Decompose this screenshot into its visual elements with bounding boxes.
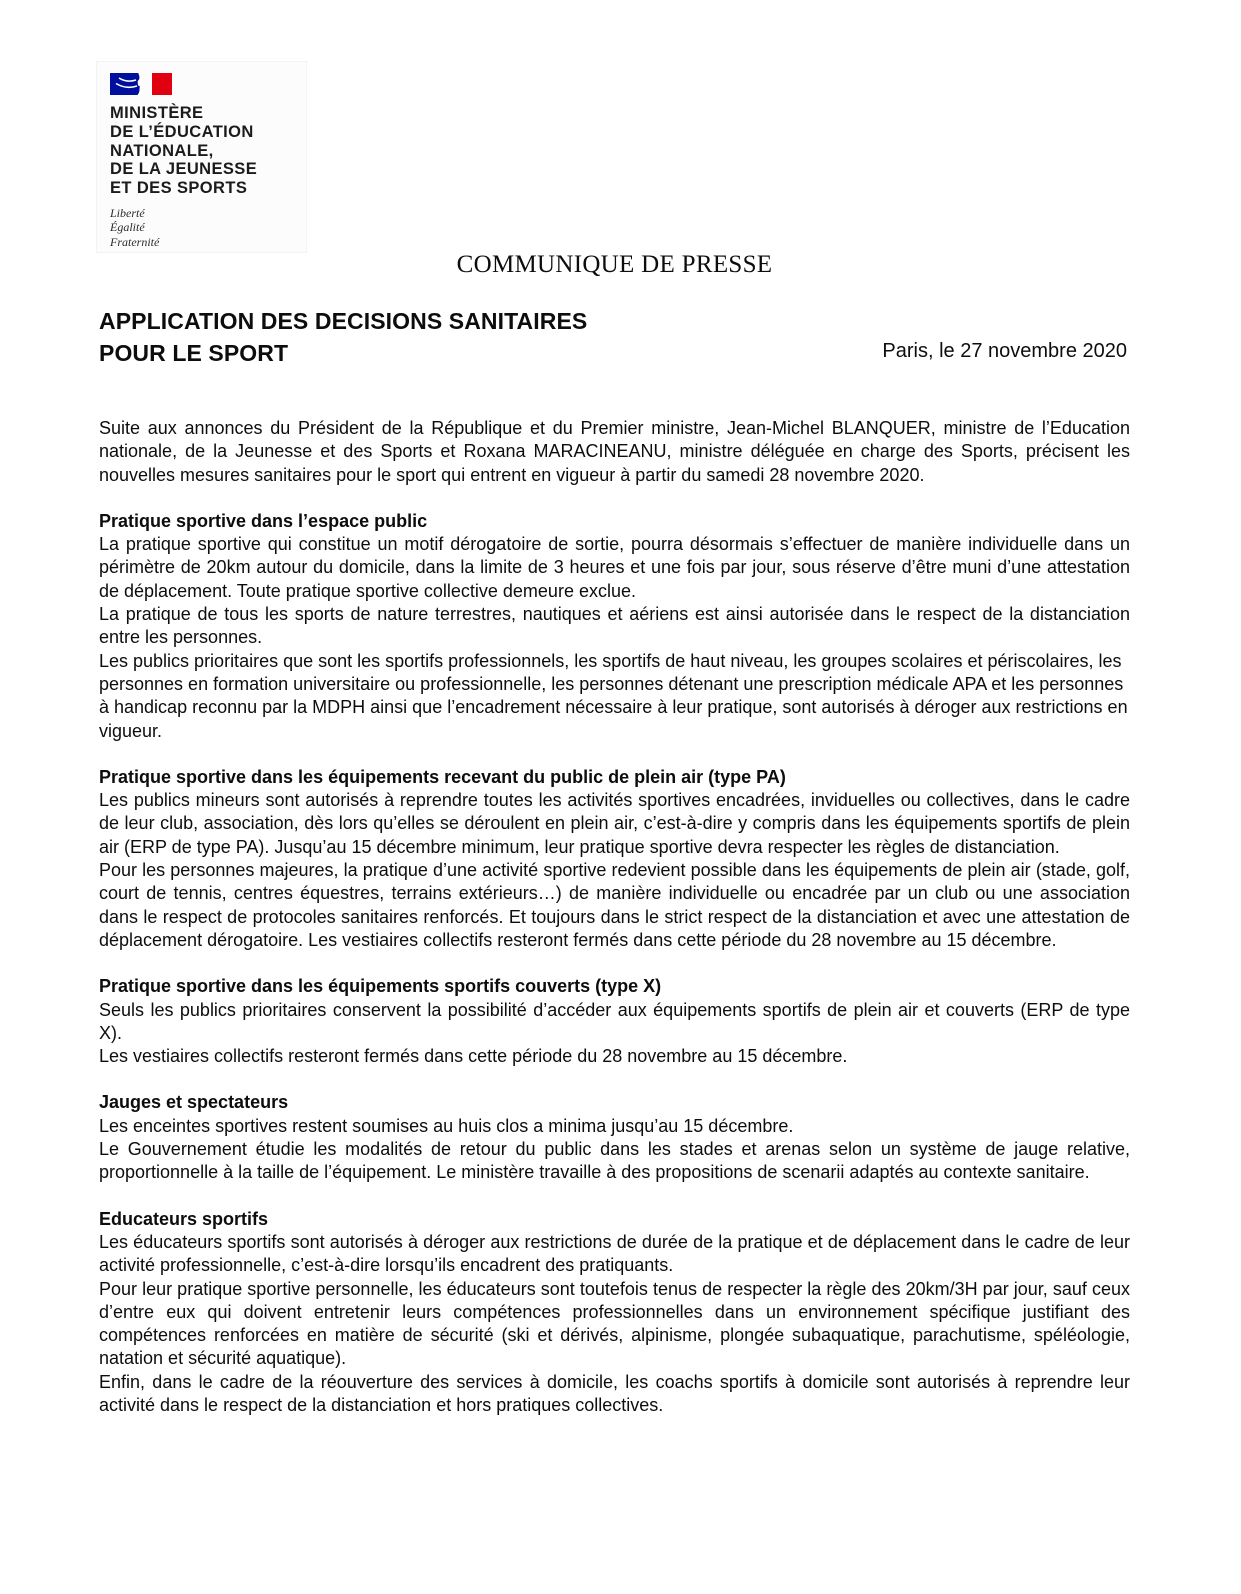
paragraph: Le Gouvernement étudie les modalités de retour du public dans les stades et arenas selon un système de jauge relative, proportionnelle à la taille de l’équipement. Le ministère travaille à des propositions de scenarii adaptés au contexte sanitaire.: [99, 1139, 1130, 1183]
ministry-name-line: NATIONALE,: [110, 141, 214, 160]
document-type-heading: COMMUNIQUE DE PRESSE: [456, 251, 773, 278]
title-line-1: APPLICATION DES DECISIONS SANITAIRES: [99, 308, 588, 334]
motto-line: Liberté: [110, 205, 145, 220]
ministry-name-line: DE L’ÉDUCATION: [110, 122, 254, 141]
paragraph: Les vestiaires collectifs resteront fermés dans cette période du 28 novembre au 15 décembre.: [99, 1046, 848, 1067]
section-heading: Pratique sportive dans les équipements recevant du public de plein air (type PA): [99, 766, 786, 787]
republic-motto: [110, 206, 306, 250]
section-plein-air: [99, 766, 1130, 952]
paragraph: Pour les personnes majeures, la pratique d’une activité sportive redevient possible dans les équipements de plein air (stade, golf, court de tennis, centres équestres, terrains extérieurs…) de manière individuelle ou encadrée par un club ou une association dans le respect de protocoles sanitaires renforcés. Et toujours dans le strict respect de la distanciation et avec une attestation de déplacement dérogatoire. Les vestiaires collectifs resteront fermés dans cette période du 28 novembre au 15 décembre.: [99, 860, 1130, 950]
section-heading: Pratique sportive dans les équipements sportifs couverts (type X): [99, 976, 662, 997]
motto-line: Égalité: [110, 220, 145, 235]
paragraph: Les enceintes sportives restent soumises au huis clos a minima jusqu’au 15 décembre.: [99, 1115, 794, 1136]
paragraph: Les éducateurs sportifs sont autorisés à déroger aux restrictions de durée de la pratique et de déplacement dans le cadre de leur activité professionnelle, c’est-à-dire lorsqu’ils encadrent des pratiquants.: [99, 1231, 1130, 1276]
ministry-name-line: DE LA JEUNESSE: [110, 160, 258, 179]
document-body: [99, 417, 1130, 1417]
section-espace-public: [99, 510, 1130, 743]
ministry-logo: [97, 62, 306, 252]
section-educateurs-sportifs: [99, 1208, 1130, 1418]
paragraph: Enfin, dans le cadre de la réouverture des services à domicile, les coachs sportifs à domicile sont autorisés à reprendre leur activité dans le respect de la distanciation et hors pratiques collectives.: [99, 1371, 1130, 1415]
title-line-2: POUR LE SPORT: [99, 339, 289, 366]
paragraph: La pratique sportive qui constitue un motif dérogatoire de sortie, pourra désormais s’effectuer de manière individuelle dans un périmètre de 20km autour du domicile, dans la limite de 3 heures et une fois par jour, sous réserve d’être muni d’une attestation de déplacement. Toute pratique sportive collective demeure exclue.: [99, 534, 1130, 601]
ministry-name-line: MINISTÈRE: [110, 104, 204, 122]
section-heading: Educateurs sportifs: [99, 1208, 269, 1229]
flag-red-panel: [152, 73, 172, 95]
motto-line: Fraternité: [110, 234, 160, 249]
section-heading: Jauges et spectateurs: [99, 1092, 289, 1113]
ministry-name-line: ET DES SPORTS: [110, 179, 248, 198]
paragraph: Seuls les publics prioritaires conservent la possibilité d’accéder aux équipements sportifs de plein air et couverts (ERP de type X).: [99, 999, 1130, 1043]
paragraph: Les publics mineurs sont autorisés à reprendre toutes les activités sportives encadrées, inviduelles ou collectives, dans le cadre de leur club, association, dès lors qu’elles se déroulent en plein air, c’est-à-dire y compris dans les équipements sportifs de plein air (ERP de type PA). Jusqu’au 15 décembre minimum, leur pratique sportive devra respecter les règles de distanciation.: [99, 790, 1130, 857]
intro-paragraph: Suite aux annonces du Président de la République et du Premier ministre, Jean-Michel BLANQUER, ministre de l’Education nationale, de la Jeunesse et des Sports et Roxana MARACINEANU, ministre déléguée en charge des Sports, précisent les nouvelles mesures sanitaires pour le sport qui entrent en vigueur à partir du samedi 28 novembre 2020.: [99, 418, 1130, 485]
french-flag-icon: [110, 73, 172, 95]
paragraph: La pratique de tous les sports de nature terrestres, nautiques et aériens est ainsi autorisée dans le respect de la distanciation entre les personnes.: [99, 604, 1130, 648]
press-release-title: [99, 306, 587, 369]
paragraph: Pour leur pratique sportive personnelle, les éducateurs sont toutefois tenus de respecter la règle des 20km/3H par jour, sauf ceux d’entre eux qui doivent entretenir leurs compétences professionnelles dans un environnement spécifique justifiant des compétences renforcées en matière de sécurité (ski et dérivés, alpinisme, plongée subaquatique, parachutisme, spéléologie, natation et sécurité aquatique).: [99, 1278, 1130, 1369]
paragraph: Les publics prioritaires que sont les sportifs professionnels, les sportifs de haut niveau, les groupes scolaires et périscolaires, les personnes en formation universitaire ou professionnelle, les personnes détenant une prescription médicale APA et les personnes à handicap reconnu par la MDPH ainsi que l’encadrement nécessaire à leur pratique, sont autorisés à déroger aux restrictions en vigueur.: [99, 650, 1128, 741]
section-heading: Pratique sportive dans l’espace public: [99, 510, 428, 531]
dateline: Paris, le 27 novembre 2020: [882, 340, 1127, 362]
ministry-name: [110, 104, 306, 198]
section-jauges-spectateurs: [99, 1091, 1130, 1184]
section-equipements-couverts: [99, 975, 1130, 1068]
